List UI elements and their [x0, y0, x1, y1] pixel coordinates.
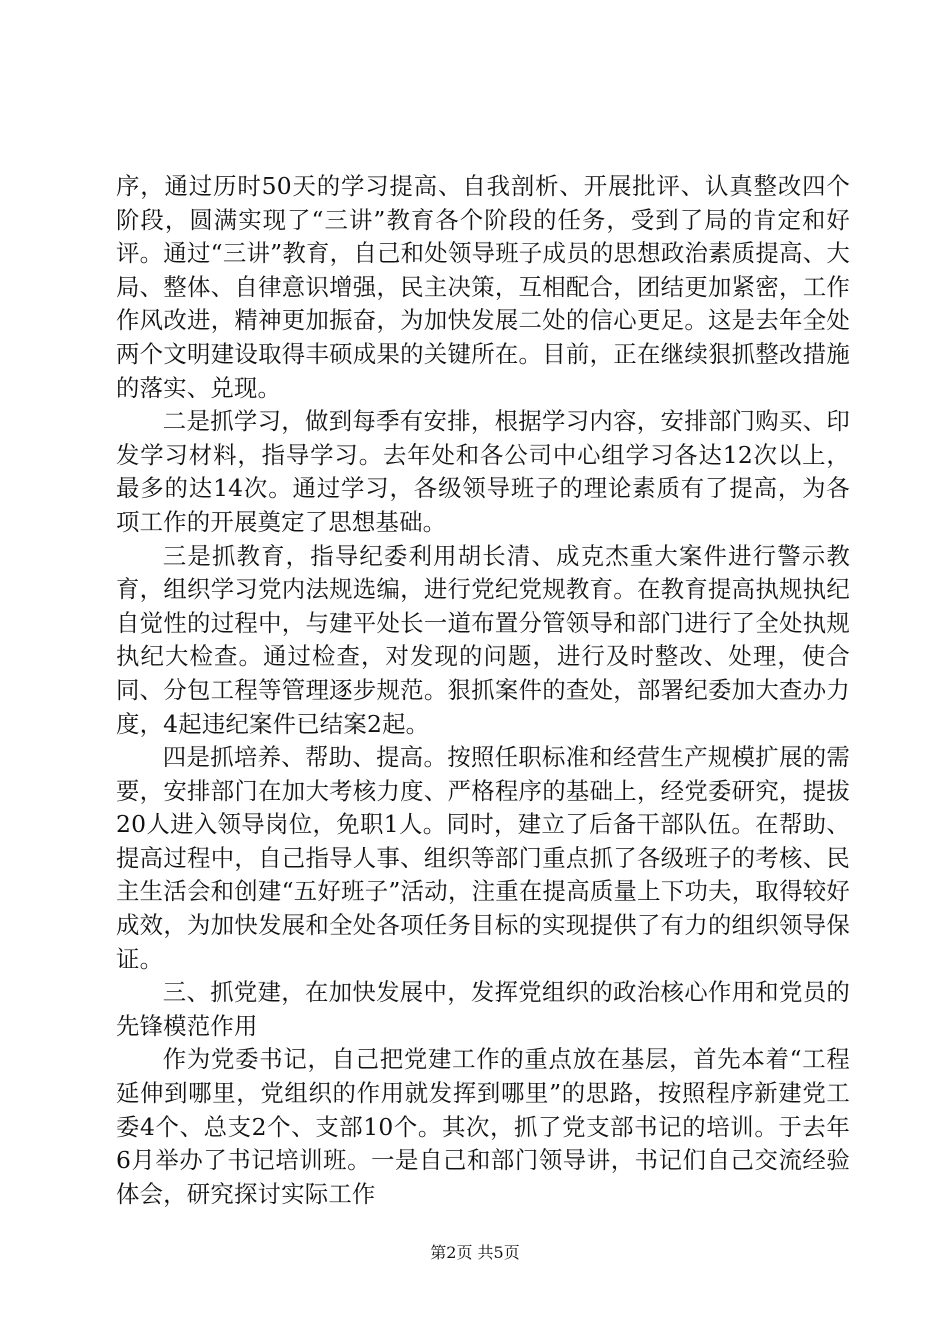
paragraph-2: 二是抓学习，做到每季有安排，根据学习内容，安排部门购买、印发学习材料，指导学习。去年处和各公司中心组学习各达12次以上，最多的达14次。通过学习，各级领导班子的理论素质有了提高，为各项工作的开展奠定了思想基础。 — [116, 407, 850, 536]
document-body — [116, 170, 850, 1211]
page-number-footer: 第2页 共5页 — [430, 1243, 520, 1262]
paragraph-4: 四是抓培养、帮助、提高。按照任职标准和经营生产规模扩展的需要，安排部门在加大考核力度、严格程序的基础上，经党委研究，提拔20人进入领导岗位，免职1人。同时，建立了后备干部队伍。在帮助、提高过程中，自己指导人事、组织等部门重点抓了各级班子的考核、民主生活会和创建“五好班子”活动，注重在提高质量上下功夫，取得较好成效，为加快发展和全处各项任务目标的实现提供了有力的组织领导保证。 — [116, 743, 850, 973]
paragraph-5: 作为党委书记，自己把党建工作的重点放在基层，首先本着“工程延伸到哪里，党组织的作用就发挥到哪里”的思路，按照程序新建党工委4个、总支2个、支部10个。其次，抓了党支部书记的培训。于去年6月举办了书记培训班。一是自己和部门领导讲，书记们自己交流经验体会，研究探讨实际工作 — [116, 1045, 850, 1208]
paragraph-3: 三是抓教育，指导纪委利用胡长清、成克杰重大案件进行警示教育，组织学习党内法规选编，进行党纪党规教育。在教育提高执规执纪自觉性的过程中，与建平处长一道布置分管领导和部门进行了全处执规执纪大检查。通过检查，对发现的问题，进行及时整改、处理，使合同、分包工程等管理逐步规范。狠抓案件的查处，部署纪委加大查办力度，4起违纪案件已结案2起。 — [116, 541, 850, 738]
section-heading-3: 三、抓党建，在加快发展中，发挥党组织的政治核心作用和党员的先锋模范作用 — [116, 978, 850, 1040]
paragraph-1: 序，通过历时50天的学习提高、自我剖析、开展批评、认真整改四个阶段，圆满实现了“三讲”教育各个阶段的任务，受到了局的肯定和好评。通过“三讲”教育，自己和处领导班子成员的思想政治素质提高、大局、整体、自律意识增强，民主决策，互相配合，团结更加紧密，工作作风改进，精神更加振奋，为加快发展二处的信心更足。这是去年全处两个文明建设取得丰硕成果的关键所在。目前，正在继续狠抓整改措施的落实、兑现。 — [116, 172, 850, 402]
